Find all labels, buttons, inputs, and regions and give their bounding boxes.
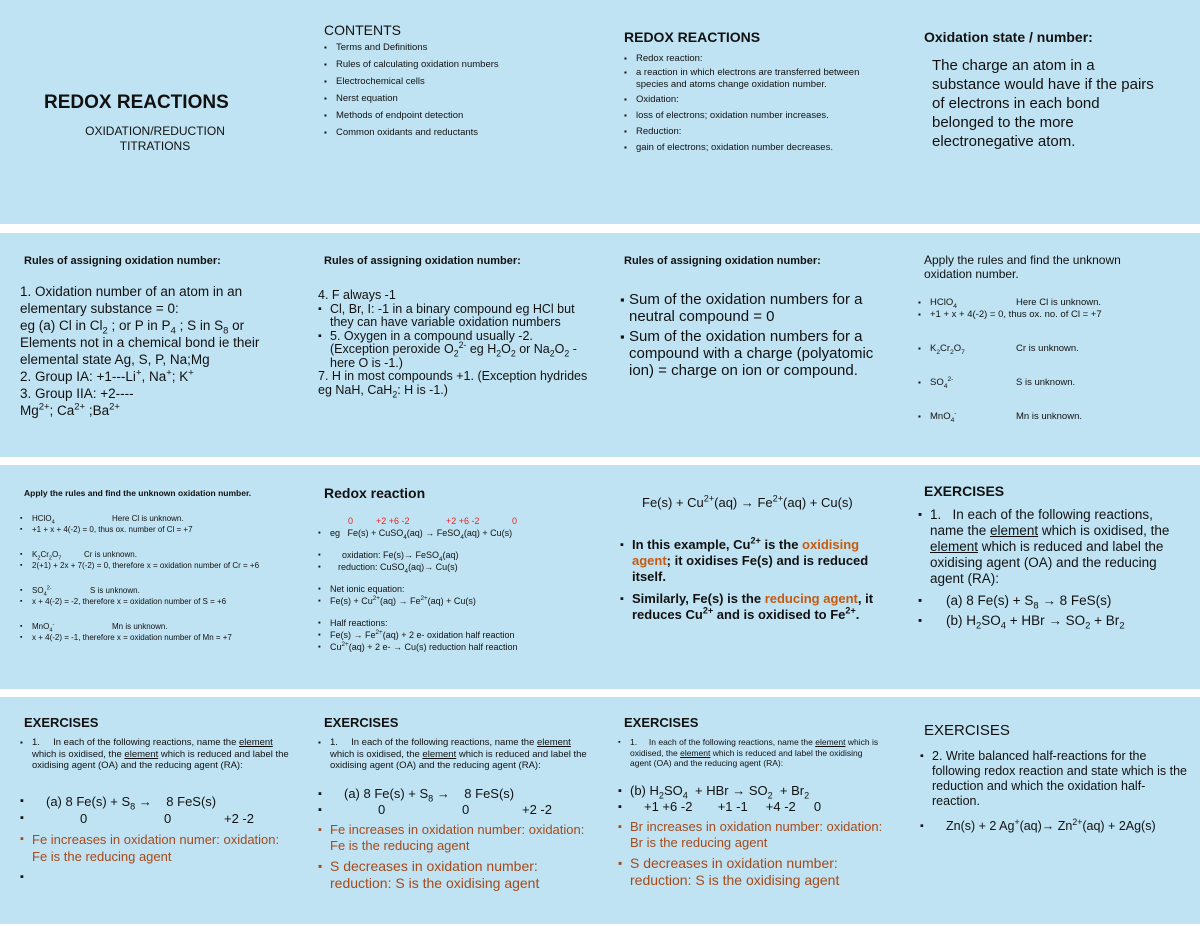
redox-example <box>318 515 598 653</box>
half-reactions-title: ▪ Half reactions: <box>318 617 598 629</box>
formula-text: Cr <box>940 343 951 354</box>
formula-text: K <box>930 343 937 354</box>
answer-hclo4 <box>20 513 298 524</box>
exercises-title: EXERCISES <box>924 483 1005 499</box>
contents-item: ▪ Methods of endpoint detection <box>324 110 594 122</box>
ox-num: ▪ 0 <box>378 802 386 817</box>
answer-fe: ▪ Fe increases in oxidation number: oxidation: Fe is the reducing agent <box>318 822 593 854</box>
eq-text: Fe(s) + Cu <box>642 495 704 510</box>
question-text: ▪ 1. In each of the following reactions, name the element which is oxidised, the element which is reduced and label the oxidising agent (OA) and the reducing agent (RA): <box>618 737 883 769</box>
answer-fe: ▪ Fe increases in oxidation numer: oxidation: Fe is the reducing agent <box>20 831 290 865</box>
eq-text: Zn(s) + 2 Ag <box>946 819 1015 833</box>
subtitle-line2: TITRATIONS <box>119 139 191 153</box>
question-text: ▪ 1. In each of the following reactions, name the element which is oxidised, the element which is reduced and label the oxidising agent (OA) and the reducing agent (RA): <box>318 737 588 772</box>
formula <box>930 411 1016 423</box>
charge: 2+ <box>74 401 86 413</box>
main-equation: $Fe(s) + Cu^{2+}(aq) \to Fe^{2+}(aq) + Cu(s)$ <box>642 493 853 510</box>
answer-so4 <box>20 585 298 596</box>
definition-text: ▪ a reaction in which electrons are transferred between species and atoms change oxidation number. <box>624 67 889 91</box>
exercise-2 <box>920 749 1188 834</box>
net-ionic-equation: ▪ $Fe(s) + Cu^{2+}(aq) \to Fe^{2+}(aq) + Cu(s)$ <box>318 595 598 607</box>
definition-term: ▪ Oxidation: <box>624 94 889 106</box>
exercise-answer-1 <box>20 697 295 924</box>
ox-num: +2 -2 <box>224 811 254 826</box>
exercise-question <box>618 737 883 769</box>
eq-text: (aq) + 2 e- → Cu(s) reduction half reaction <box>348 642 518 652</box>
exercise-answer-3 <box>618 697 903 924</box>
ion: ; Ca <box>49 403 75 418</box>
eq-text: (aq) + 2 e- oxidation half reaction <box>382 630 515 640</box>
formula-text: MnO <box>930 411 951 422</box>
formula-text: O <box>953 343 962 354</box>
formula-text: HClO <box>32 514 52 523</box>
sub: 2 <box>950 348 954 356</box>
sub: 2 <box>549 348 555 359</box>
subtitle <box>50 124 260 154</box>
ion: Mg <box>20 403 39 418</box>
formula: ▪ $K_2Cr_2O_7$ <box>32 550 62 562</box>
formula-text: HClO <box>930 297 954 308</box>
exercise-question <box>318 737 588 772</box>
ox-num: 0 <box>462 802 470 817</box>
slide-rules <box>0 233 1200 457</box>
rule-text: 5. Oxygen in a compound usually -2. (Exception peroxide O <box>330 328 533 356</box>
formula <box>930 343 1016 355</box>
rule-text: or Na <box>515 342 550 356</box>
definition-text: ▪ gain of electrons; oxidation number decreases. <box>624 142 889 154</box>
formula <box>930 377 1016 389</box>
net-ionic-title: ▪ Net ionic equation: <box>318 583 598 595</box>
apply-rules-intro: Apply the rules and find the unknown oxidation number. <box>924 253 1121 281</box>
ex-text: ; or P in P <box>107 318 171 333</box>
exercise-a: ▪ (a) 8 $Fe(s) + S_8 \to 8$ FeS(s) <box>918 593 1190 609</box>
rule-3: 3. Group IIA: +2---- <box>20 386 134 401</box>
text: is the <box>760 537 803 552</box>
eq-text: (b) H <box>946 613 976 628</box>
answers-list <box>20 513 298 643</box>
charge: 2+ <box>109 401 120 413</box>
rule-1: 1. Oxidation number of an atom in an elementary substance = 0: <box>20 284 243 316</box>
redox-reaction-title: Redox reaction <box>324 485 426 501</box>
unknown-note: Mn is unknown. <box>1016 411 1083 422</box>
sub: 2 <box>392 389 398 399</box>
agents-column <box>618 465 903 689</box>
exercise-1 <box>918 507 1190 632</box>
exercise-hclo4 <box>918 297 1188 309</box>
sub: 2 <box>564 348 570 359</box>
highlight-oxidising-agent: oxidising agent <box>632 537 860 568</box>
slide-exercises <box>0 697 1200 924</box>
reduction-half: ▪ $Cu^{2+}(aq) + 2$ e- → Cu(s) reduction half reaction <box>318 641 598 653</box>
formula-text: K <box>32 550 38 559</box>
reaction-b: ▪ (b) $H_2SO_4$ + HBr → $SO_2 + Br_2$ <box>618 783 893 799</box>
rule-text: , Na <box>141 369 167 384</box>
rule-1-elements: Elements not in a chemical bond ie their elemental state Ag, S, P, Na;Mg <box>20 335 260 367</box>
formula: ▪ $SO_4^{2-}$ <box>32 585 52 598</box>
rule-text: : H is -1.) <box>397 382 448 397</box>
formula <box>930 297 1016 309</box>
highlight-reducing-agent: reducing agent <box>764 591 858 606</box>
contents-item: ▪ Common oxidants and reductants <box>324 127 594 139</box>
ox-nums <box>318 802 593 818</box>
exercise-b: ▪ (b) $H_2SO_4$ + HBr → $SO_2 + Br_2$ <box>918 613 1190 629</box>
definition-term: ▪ Redox reaction: <box>624 53 889 65</box>
rule-text: 2. Group IA: +1---Li <box>20 369 136 384</box>
slide-intro <box>0 0 1200 224</box>
rule-text: O <box>554 342 565 356</box>
ox-num: 0 <box>512 516 518 526</box>
rules-list-3 <box>620 291 880 379</box>
answer-calc: ▪ x + 4(-2) = -2, therefore x = oxidation number of S = +6 <box>20 596 298 607</box>
exercise-question: ▪ 1. In each of the following reactions, name the element which is oxidised, the element which is reduced and label the oxidising agent (OA) and the reducing agent (RA): <box>918 507 1190 587</box>
sub: 2 <box>510 348 516 359</box>
rules-column-2 <box>318 233 598 457</box>
rules-title: Rules of assigning oxidation number: <box>324 255 521 267</box>
calculation: ▪ +1 + x + 4(-2) = 0, thus ox. no. of Cl = +7 <box>918 309 1188 321</box>
contents-column <box>318 0 598 224</box>
rule-text: - here O is -1.) <box>330 342 577 370</box>
unknown-note: Mn is unknown. <box>112 622 168 631</box>
formula-text: MnO <box>32 622 50 631</box>
unknown-note: Cr is unknown. <box>84 550 137 559</box>
unknown-note: Here Cl is unknown. <box>1016 297 1102 308</box>
sup: 2- <box>947 375 954 383</box>
answers-column <box>20 465 295 689</box>
answers-intro: Apply the rules and find the unknown oxidation number. <box>24 488 252 498</box>
contents-item: ▪ Terms and Definitions <box>324 42 594 54</box>
rules-title: Rules of assigning oxidation number: <box>624 255 821 267</box>
answer-block <box>318 786 593 892</box>
answer-block <box>618 783 893 889</box>
answer-s: ▪ S decreases in oxidation number: reduction: S is the oxidising agent <box>618 855 893 889</box>
reaction-a: ▪ (a) 8 $Fe(s) + S_8$ → 8 FeS(s) <box>318 786 593 802</box>
exercises-title: EXERCISES <box>924 722 1010 739</box>
rule-7 <box>318 370 588 397</box>
rules-list-2 <box>318 289 588 397</box>
charge: 2+ <box>38 401 50 413</box>
rule-text: eg H <box>466 342 497 356</box>
unknown-note: Here Cl is unknown. <box>112 514 184 523</box>
rules-column-3 <box>618 233 903 457</box>
rule-halogens: ▪ Cl, Br, I: -1 in a binary compound eg HCl but they can have variable oxidation numbers <box>318 303 588 330</box>
sub: 2 <box>936 348 941 356</box>
text: ; it oxidises Fe(s) and is reduced itself. <box>632 553 869 584</box>
charge: + <box>135 367 142 379</box>
title-column <box>20 0 295 224</box>
eq-text: reduction: CuSO <box>338 562 405 572</box>
ox-num: ▪ 0 <box>80 811 88 826</box>
answer-s: ▪ S decreases in oxidation number: reduction: S is the oxidising agent <box>318 858 593 892</box>
contents-item: ▪ Rules of calculating oxidation numbers <box>324 59 594 71</box>
exercise-mno4 <box>918 411 1188 423</box>
exercise-so4 <box>918 377 1188 389</box>
text: , it reduces Cu <box>632 591 874 622</box>
ex-text: ; S in S <box>175 318 224 333</box>
eq-text: (b) H <box>630 783 659 798</box>
answer-calc: ▪ 2(+1) + 2x + 7(-2) = 0, therefore x = oxidation number of Cr = +6 <box>20 560 298 571</box>
redox-definitions-column <box>618 0 903 224</box>
rule-3-ions <box>20 402 292 419</box>
redox-title: REDOX REACTIONS <box>624 29 761 45</box>
exercise-2-column <box>918 697 1193 924</box>
unknown-note: Cr is unknown. <box>1016 343 1079 354</box>
unknown-note: S is unknown. <box>90 586 140 595</box>
exercises-title: EXERCISES <box>24 715 99 730</box>
charge: + <box>166 367 172 379</box>
rule-text: ; K <box>171 369 189 384</box>
oxidation-numbers <box>318 515 598 527</box>
exercise-k2cr2o7 <box>918 343 1188 355</box>
ion: ;Ba <box>85 403 110 418</box>
contents-list <box>324 42 594 144</box>
sub: 4 <box>943 382 948 390</box>
ex-text: eg (a) Cl in Cl <box>20 318 103 333</box>
text: In this example, Cu <box>632 537 751 552</box>
redox-definitions <box>624 53 889 154</box>
ox-num: +2 -2 <box>522 802 552 817</box>
question-text: ▪ 1. In each of the following reactions, name the element which is oxidised, the element which is reduced and label the oxidising agent (OA) and the reducing agent (RA): <box>20 737 290 772</box>
oxidation-half: ▪ $Fe(s) \to Fe^{2+}(aq) + 2$ e- oxidation half reaction <box>318 629 598 641</box>
apply-rules-column <box>918 233 1193 457</box>
sup: - <box>954 409 957 417</box>
eq-text: (a) 8 Fe(s) + S <box>46 794 131 809</box>
eq-text: oxidation: Fe(s)→ FeSO <box>342 550 440 560</box>
exercises-title: EXERCISES <box>324 715 399 730</box>
definition-term: ▪ Reduction: <box>624 126 889 138</box>
unknown-note: S is unknown. <box>1016 377 1076 388</box>
formula: ▪ MnO$_4$- <box>32 621 55 634</box>
sub: 4 <box>953 302 957 310</box>
exercise-question <box>20 737 290 772</box>
example-equation: ▪ eg Fe(s) + CuSO$_4$(aq) → FeSO$_4$(aq) + Cu(s) <box>318 527 598 539</box>
exercises-title: EXERCISES <box>624 715 699 730</box>
sup: 2- <box>458 339 467 350</box>
ox-num: +2 +6 -2 <box>376 516 410 526</box>
contents-item: ▪ Nerst equation <box>324 93 594 105</box>
eq-text: Cu <box>330 642 342 652</box>
oxidation-state-column <box>918 0 1193 224</box>
ex-sub: 4 <box>170 325 176 337</box>
ex-text: or <box>228 318 245 333</box>
rule-4: 4. F always -1 <box>318 288 396 302</box>
exercise-answer-2 <box>318 697 598 924</box>
ex-sub: 2 <box>102 325 108 337</box>
oxidation-state-title: Oxidation state / number: <box>924 29 1093 45</box>
reducing-agent-note: ▪ Similarly, Fe(s) is the reducing agent, it reduces $Cu^{2+}$ and is oxidised to $Fe^{2+}$. <box>620 591 880 623</box>
eq-text: Fe(s) + CuSO <box>347 528 404 538</box>
rule-text: O <box>501 342 511 356</box>
rule-5 <box>318 330 588 371</box>
ox-num: +2 +6 -2 <box>446 516 480 526</box>
eq-text: Fe(s) + Cu <box>330 596 373 606</box>
charge: + <box>188 367 194 379</box>
oxidising-agent-note: ▪ In this example, $Cu^{2+}$ is the oxidising agent; it oxidises Fe(s) and is reduced itself. <box>620 537 880 585</box>
oxidation-state-text: The charge an atom in a substance would have if the pairs of electrons in each bond belonged to the more electronegative atom. <box>932 57 1154 150</box>
formula-text: SO <box>32 586 44 595</box>
answer-br: ▪ Br increases in oxidation number: oxidation: Br is the reducing agent <box>618 819 893 851</box>
reduction-part: ▪ reduction: CuSO$_4$(aq)→ Cu(s) <box>318 561 598 573</box>
text: and is oxidised to Fe <box>713 607 846 622</box>
sub: 4 <box>950 416 955 424</box>
ex-sub: 8 <box>223 325 229 337</box>
answer-calc: ▪ +1 + x + 4(-2) = 0, thus ox. number of Cl = +7 <box>20 524 298 535</box>
main-title: REDOX REACTIONS <box>44 92 229 113</box>
slide-redox-reaction <box>0 465 1200 689</box>
sub: 7 <box>961 348 965 356</box>
exercise-2-equation: ▪ Zn(s) + 2 $Ag^+(aq)\to Zn^{2+}(aq) + 2Ag(s)$ <box>920 819 1188 834</box>
ox-num: 0 <box>164 811 172 826</box>
reaction-a: ▪ (a) 8 $Fe(s) + S_8$ → 8 FeS(s) <box>20 793 290 810</box>
sub: 2 <box>496 348 502 359</box>
rules-list-1 <box>20 283 292 419</box>
agents-explanation <box>620 537 880 623</box>
formula <box>32 513 112 524</box>
ox-num: 0 <box>348 516 354 526</box>
rule-text: 7. H in most compounds +1. (Exception hydrides eg NaH, CaH <box>318 369 588 397</box>
sub: 4 <box>51 519 55 526</box>
oxidation-part: ▪ oxidation: Fe(s)→ FeSO$_4$(aq) <box>318 549 598 561</box>
eq-text: (a) 8 Fe(s) + S <box>344 786 429 801</box>
eq-text: (a) 8 Fe(s) + S <box>946 593 1034 608</box>
rules-column-1 <box>20 233 295 457</box>
eq-text: Fe(s) → Fe <box>330 630 376 640</box>
sub: 2 <box>453 348 459 359</box>
contents-title: CONTENTS <box>324 22 401 38</box>
subtitle-line1: OXIDATION/REDUCTION <box>85 124 225 138</box>
rule-neutral-sum: ▪ Sum of the oxidation numbers for a neutral compound = 0 <box>620 291 880 325</box>
apply-rules-list <box>918 297 1188 423</box>
rule-2 <box>20 368 292 385</box>
ox-nums <box>20 810 290 827</box>
answer-block <box>20 793 290 886</box>
exercises-column <box>918 465 1193 689</box>
rules-title: Rules of assigning oxidation number: <box>24 255 221 267</box>
ox-nums: ▪ +1 +6 -2 +1 -1 +4 -2 0 <box>618 799 893 815</box>
answer-k2cr2o7 <box>20 549 298 560</box>
exercise-2-question: ▪ 2. Write balanced half-reactions for the following redox reaction and state which is the reduction and which the oxidation half-reaction. <box>920 749 1188 809</box>
formula-text: SO <box>930 377 944 388</box>
rule-1-example <box>20 317 292 337</box>
empty-bullet <box>20 869 290 886</box>
answer-mno4 <box>20 621 298 632</box>
rule-ion-sum: ▪ Sum of the oxidation numbers for a compound with a charge (polyatomic ion) = charge on ion or compound. <box>620 328 880 379</box>
text: Similarly, Fe(s) is the <box>632 591 765 606</box>
redox-example-column <box>318 465 598 689</box>
contents-item: ▪ Electrochemical cells <box>324 76 594 88</box>
definition-text: ▪ loss of electrons; oxidation number increases. <box>624 110 889 122</box>
answer-calc: ▪ x + 4(-2) = -1, therefore x = oxidation number of Mn = +7 <box>20 632 298 643</box>
